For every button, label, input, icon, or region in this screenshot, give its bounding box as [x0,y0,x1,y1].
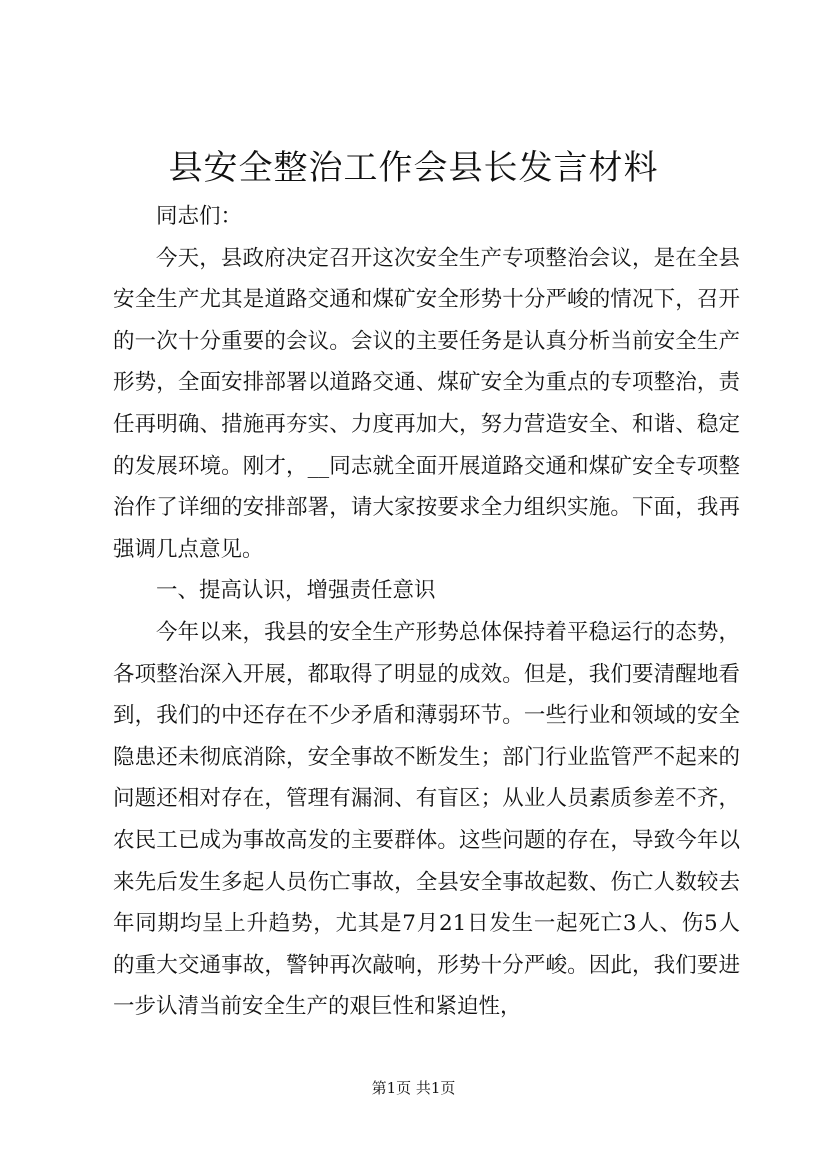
section-heading: 一、提高认识，增强责任意识 [156,578,436,604]
body-paragraph: 今天，县政府决定召开这次安全生产专项整治会议，是在全县安全生产尤其是道路交通和煤矿安全形势十分严峻的情况下，召开的一次十分重要的会议。会议的主要任务是认真分析当前安全生产形势，全面安排部署以道路交通、煤矿安全为重点的专项整治，责任再明确、措施再夯实、力度再加大，努力营造安全、和谐、稳定的发展环境。刚才，__同志就全面开展道路交通和煤矿安全专项整治作了详细的安排部署，请大家按要求全力组织实施。下面，我再强调几点意见。 [113,245,740,562]
page-number-footer: 第1页 共1页 [371,1079,456,1097]
salutation-paragraph: 同志们： [156,204,243,229]
document-title: 县安全整治工作会县长发言材料 [168,148,659,188]
body-paragraph: 今年以来，我县的安全生产形势总体保持着平稳运行的态势，各项整治深入开展，都取得了明显的成效。但是，我们要清醒地看到，我们的中还存在不少矛盾和薄弱环节。一些行业和领域的安全隐患还未彻底消除，安全事故不断发生；部门行业监管严不起来的问题还相对存在，管理有漏洞、有盲区；从业人员素质参差不齐，农民工已成为事故高发的主要群体。这些问题的存在，导致今年以来先后发生多起人员伤亡事故，全县安全事故起数、伤亡人数较去年同期均呈上升趋势，尤其是7月21日发生一起死亡3人、伤5人的重大交通事故，警钟再次敲响，形势十分严峻。因此，我们要进一步认清当前安全生产的艰巨性和紧迫性， [113,619,740,1020]
document-body [113,196,740,1028]
